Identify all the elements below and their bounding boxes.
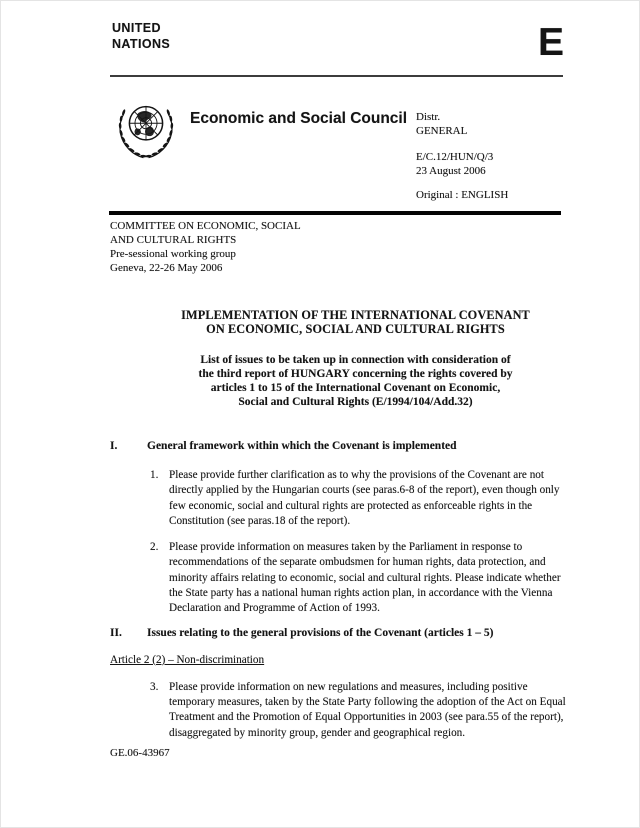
document-title-line2: ON ECONOMIC, SOCIAL AND CULTURAL RIGHTS	[206, 322, 505, 336]
org-name-line2: NATIONS	[112, 37, 171, 51]
document-date: 23 August 2006	[416, 164, 486, 177]
item-text: Please provide information on measures taken by the Parliament in response to recommendations of the separate ombudsmen for human rights, data protection, and minority affairs relating to economic, social and cultural rights. Please indicate whether the State party has a national human rights action plan, in accordance with the Vienna Declaration and Programme of Action of 1993.	[169, 541, 561, 615]
masthead-rule	[109, 211, 561, 215]
committee-name-line2: AND CULTURAL RIGHTS	[110, 234, 237, 246]
subtitle-line: List of issues to be taken up in connection with consideration of	[200, 354, 511, 366]
list-item-1	[110, 468, 580, 529]
section-numeral: II.	[110, 626, 122, 639]
committee-block	[110, 219, 301, 275]
document-symbol: E/C.12/HUN/Q/3	[416, 151, 494, 163]
council-name: Economic and Social Council	[190, 110, 408, 127]
distribution-value: GENERAL	[416, 124, 468, 137]
working-group: Pre-sessional working group	[110, 248, 236, 260]
section-heading-2	[110, 626, 580, 640]
subtitle-line: Social and Cultural Rights (E/1994/104/Add.32)	[238, 396, 473, 408]
item-text: Please provide further clarification as to why the provisions of the Covenant are not directly applied by the Hungarian courts (see paras.6-8 of the report), even though only few economic, social and cultural rights are protected as enforceable rights in the Constitution (see paras.18 of the report).	[169, 469, 560, 527]
un-emblem-icon	[114, 99, 178, 159]
distribution-block	[416, 111, 467, 138]
list-item-3	[110, 680, 580, 741]
session-venue-dates: Geneva, 22-26 May 2006	[110, 262, 223, 274]
org-name	[112, 20, 170, 52]
item-number: 3.	[150, 680, 159, 693]
section-heading-1	[110, 439, 580, 453]
section-numeral: I.	[110, 440, 118, 452]
document-body	[110, 308, 580, 741]
document-title-line1: IMPLEMENTATION OF THE INTERNATIONAL COVENANT	[181, 308, 530, 322]
committee-name-line1: COMMITTEE ON ECONOMIC, SOCIAL	[110, 220, 301, 232]
org-name-line1: UNITED	[112, 21, 161, 35]
item-number: 1.	[150, 469, 159, 481]
subtitle-line: articles 1 to 15 of the International Covenant on Economic,	[210, 382, 501, 394]
item-number: 2.	[150, 541, 159, 554]
section-title: Issues relating to the general provisions of the Covenant (articles 1 – 5)	[147, 626, 494, 639]
subtitle-line: the third report of HUNGARY concerning the rights covered by	[198, 368, 513, 380]
document-subtitle	[128, 353, 583, 409]
section-title: General framework within which the Covenant is implemented	[147, 440, 457, 452]
document-title	[128, 308, 583, 336]
list-item-2	[110, 540, 580, 616]
article-heading: Article 2 (2) – Non-discrimination	[110, 653, 265, 666]
distribution-label: Distr.	[416, 111, 441, 123]
doc-series-letter: E	[538, 21, 565, 64]
item-text: Please provide information on new regulations and measures, including positive temporary measures, taken by the State Party following the adoption of the Act on Equal Treatment and the Promotion of Equal Opportunities in 2003 (see para.55 of the report), disaggregated by minority group, gender and geographical region.	[169, 680, 566, 739]
document-symbol-block	[416, 151, 493, 178]
header-rule	[110, 75, 563, 77]
document-reference-code: GE.06-43967	[110, 747, 170, 759]
original-language: Original : ENGLISH	[416, 189, 509, 201]
